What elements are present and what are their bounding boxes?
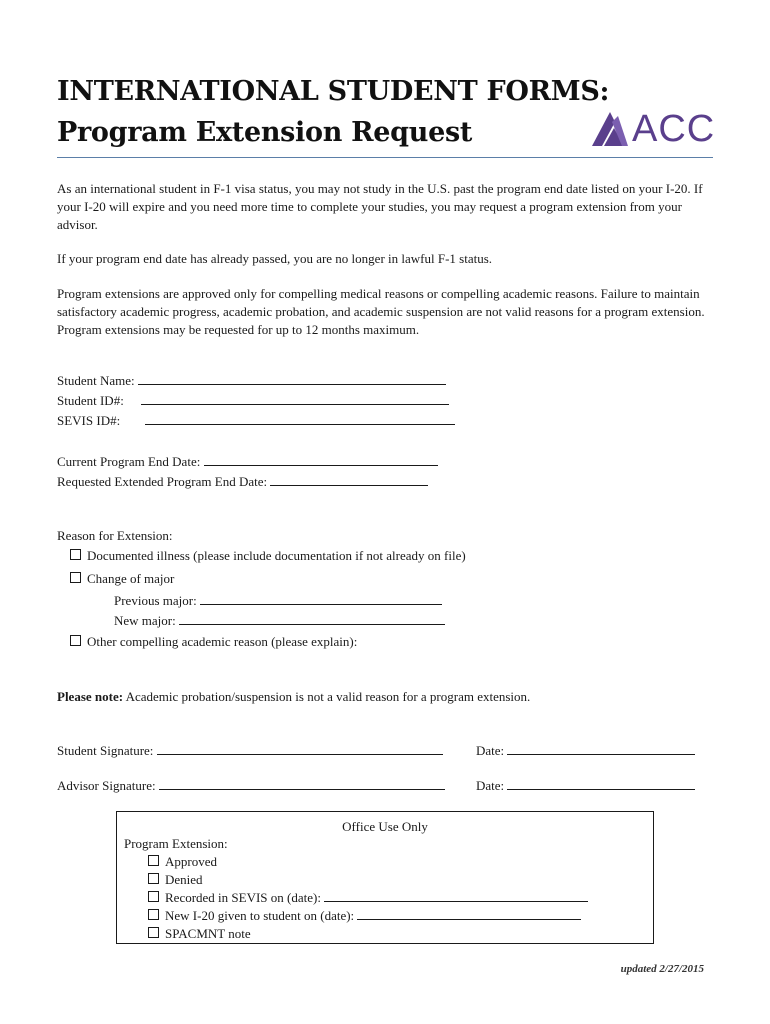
recorded-sevis-checkbox[interactable]: [148, 891, 159, 902]
requested-end-date-row: [57, 473, 428, 490]
student-signature-row: [57, 742, 443, 759]
current-end-date-field[interactable]: [204, 453, 438, 466]
intro-paragraph-1: As an international student in F-1 visa status, you may not study in the U.S. past the program end date listed on your I-20. If your I-20 will expire and you need more time to complete your studies, you may request a program extension from your advisor.: [57, 181, 703, 232]
new-i20-row: [148, 907, 581, 925]
student-id-row: [57, 392, 449, 409]
current-end-date-row: [57, 453, 438, 470]
reason-other-row: [70, 634, 357, 650]
new-major-label: New major:: [114, 613, 176, 628]
office-use-box: [116, 811, 654, 944]
new-i20-date-field[interactable]: [357, 907, 581, 920]
requested-end-date-field[interactable]: [270, 473, 428, 486]
previous-major-row: [114, 592, 442, 609]
illness-checkbox[interactable]: [70, 549, 81, 560]
header-divider: [57, 157, 713, 158]
logo-text: ACC: [632, 108, 716, 150]
approved-row: [148, 853, 217, 871]
change-major-checkbox[interactable]: [70, 572, 81, 583]
student-id-label: Student ID#:: [57, 393, 124, 408]
new-i20-checkbox[interactable]: [148, 909, 159, 920]
intro-paragraph-3: Program extensions are approved only for compelling medical reasons or compelling academic reasons. Failure to maintain satisfactory academic progress, academic probation, and academic suspension are not valid reasons for a program extension. Program extensions may be requested for up to 12 months maximum.: [57, 286, 705, 337]
sevis-id-row: [57, 412, 455, 429]
form-title-line1: INTERNATIONAL STUDENT FORMS:: [57, 76, 610, 107]
intro-paragraph-2: If your program end date has already passed, you are no longer in lawful F-1 status.: [57, 251, 493, 266]
student-name-label: Student Name:: [57, 373, 135, 388]
please-note-label: Please note:: [57, 689, 124, 704]
requested-end-date-label: Requested Extended Program End Date:: [57, 474, 268, 489]
updated-date: updated 2/27/2015: [620, 963, 704, 975]
spacmnt-label: SPACMNT note: [165, 926, 251, 941]
student-id-field[interactable]: [141, 392, 449, 405]
advisor-signature-field[interactable]: [159, 777, 445, 790]
advisor-date-label: Date:: [476, 778, 505, 793]
spacmnt-checkbox[interactable]: [148, 927, 159, 938]
advisor-date-row: [476, 777, 695, 794]
new-i20-label: New I-20 given to student on (date):: [165, 908, 355, 923]
approved-checkbox[interactable]: [148, 855, 159, 866]
reason-heading: Reason for Extension:: [57, 528, 173, 543]
sevis-id-label: SEVIS ID#:: [57, 413, 121, 428]
new-major-row: [114, 612, 445, 629]
denied-label: Denied: [165, 872, 203, 887]
advisor-date-field[interactable]: [507, 777, 695, 790]
illness-label: Documented illness (please include documentation if not already on file): [87, 548, 466, 563]
student-signature-label: Student Signature:: [57, 743, 154, 758]
form-title-line2: Program Extension Request: [57, 117, 473, 148]
office-use-heading: Office Use Only: [342, 819, 428, 834]
please-note: [57, 689, 530, 705]
student-name-row: [57, 372, 446, 389]
new-major-field[interactable]: [179, 612, 445, 625]
change-major-label: Change of major: [87, 571, 175, 586]
acc-logo: [590, 108, 714, 150]
student-date-label: Date:: [476, 743, 505, 758]
advisor-signature-row: [57, 777, 445, 794]
spacmnt-row: [148, 925, 251, 943]
program-extension-label: Program Extension:: [124, 836, 228, 851]
advisor-signature-label: Advisor Signature:: [57, 778, 156, 793]
other-reason-checkbox[interactable]: [70, 635, 81, 646]
previous-major-field[interactable]: [200, 592, 442, 605]
recorded-sevis-date-field[interactable]: [324, 889, 588, 902]
current-end-date-label: Current Program End Date:: [57, 454, 201, 469]
student-date-row: [476, 742, 695, 759]
student-date-field[interactable]: [507, 742, 695, 755]
approved-label: Approved: [165, 854, 217, 869]
reason-illness-row: [70, 548, 466, 564]
sevis-id-field[interactable]: [145, 412, 455, 425]
student-name-field[interactable]: [138, 372, 446, 385]
denied-checkbox[interactable]: [148, 873, 159, 884]
reason-major-row: [70, 571, 174, 587]
denied-row: [148, 871, 203, 889]
other-reason-label: Other compelling academic reason (please explain):: [87, 634, 358, 649]
recorded-sevis-label: Recorded in SEVIS on (date):: [165, 890, 321, 905]
please-note-text: Academic probation/suspension is not a valid reason for a program extension.: [123, 689, 531, 704]
previous-major-label: Previous major:: [114, 593, 197, 608]
student-signature-field[interactable]: [157, 742, 443, 755]
recorded-sevis-row: [148, 889, 588, 907]
